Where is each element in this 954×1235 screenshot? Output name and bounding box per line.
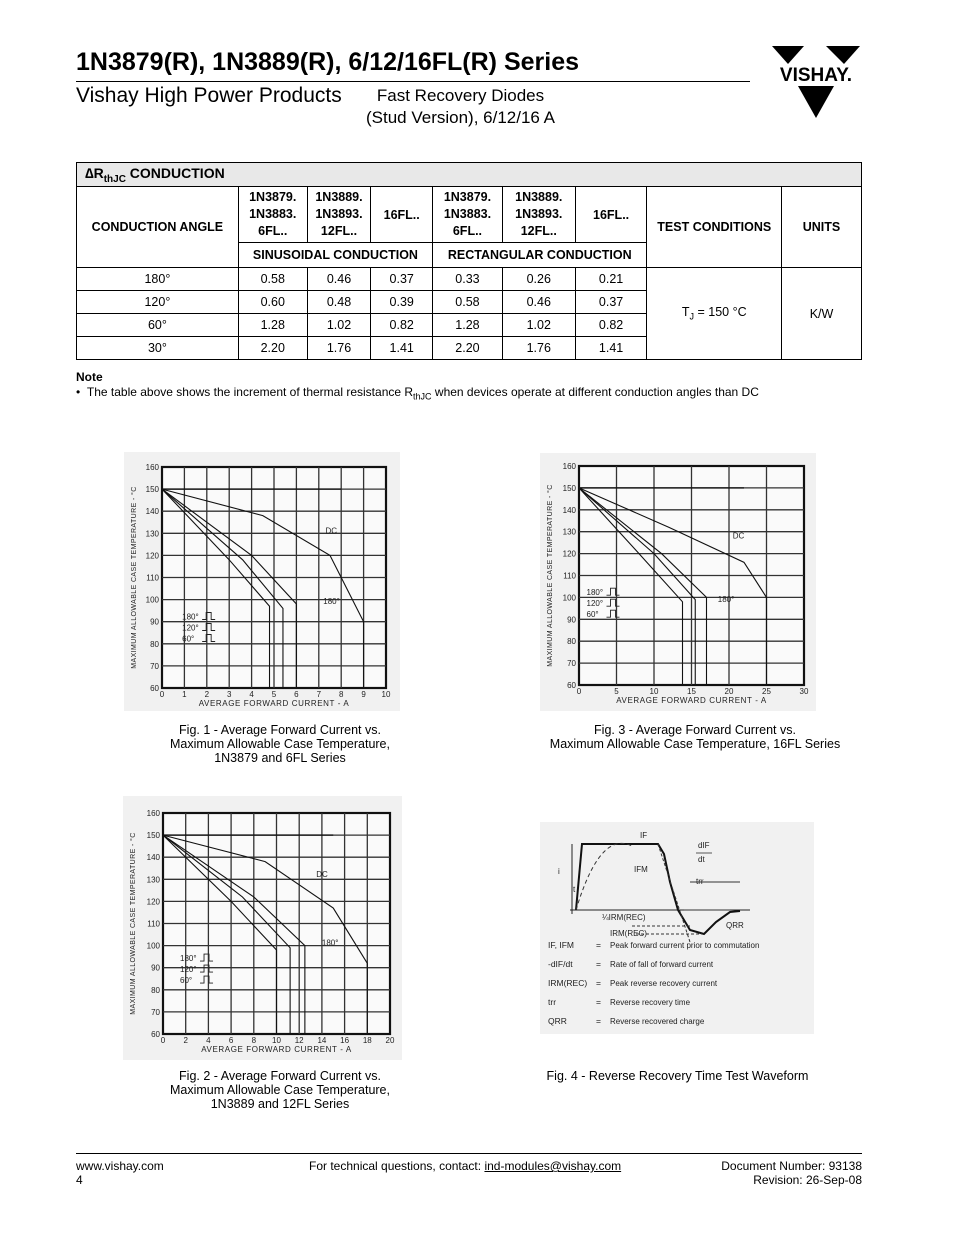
- x-tick-label: 14: [317, 1036, 327, 1045]
- table-heading: $\Delta R_{thJC}$ CONDUCTION: [77, 163, 862, 187]
- x-tick-label: 20: [724, 687, 734, 696]
- x-tick-label: 6: [228, 1036, 234, 1045]
- y-axis-label: MAXIMUM ALLOWABLE CASE TEMPERATURE - °C: [547, 484, 554, 667]
- y-tick-label: 130: [146, 875, 160, 885]
- table-cell: 1.28: [238, 314, 307, 337]
- y-tick-label: 100: [145, 595, 159, 605]
- vishay-logo: [768, 44, 864, 120]
- x-tick-label: 10: [381, 690, 391, 699]
- table-cell: 0.46: [307, 268, 371, 291]
- footer-right: [721, 1159, 862, 1187]
- x-tick-label: 0: [576, 687, 582, 696]
- footer-page-number: 4: [76, 1173, 83, 1187]
- product-line: Vishay High Power Products: [76, 84, 342, 107]
- y-tick-label: 130: [145, 529, 159, 539]
- dc-label: DC: [732, 531, 745, 541]
- y-tick-label: 160: [562, 462, 576, 471]
- legend-symbol: IF, IFM: [548, 940, 574, 950]
- table-cell: 0.48: [307, 291, 371, 314]
- legend-label-a180: 180°: [182, 612, 199, 622]
- table-cell: 0.46: [502, 291, 575, 314]
- legend-equals: =: [596, 978, 601, 988]
- figure-3-chart: [540, 453, 816, 711]
- y-tick-label: 150: [145, 485, 159, 495]
- y-tick-label: 100: [562, 593, 576, 603]
- table-cell: 0.37: [575, 291, 647, 314]
- table-cell: 0.58: [433, 291, 503, 314]
- x-tick-label: 2: [183, 1036, 188, 1045]
- y-tick-label: 130: [562, 527, 576, 537]
- legend-description: Peak forward current prior to commutation: [610, 941, 760, 950]
- x-tick-label: 2: [204, 690, 210, 699]
- y-tick-label: 140: [145, 507, 159, 517]
- x-tick-label: 8: [338, 690, 344, 699]
- x-tick-label: 8: [251, 1036, 257, 1045]
- y-tick-label: 70: [150, 661, 159, 671]
- title-rule: [76, 81, 750, 82]
- x-tick-label: 0: [159, 690, 165, 699]
- table-cell: 1.41: [371, 337, 433, 360]
- y-tick-label: 120: [562, 549, 576, 559]
- note-text: • The table above shows the increment of thermal resistance $R_{thJC}$ when devices operate at different conduction angles than DC: [76, 385, 759, 402]
- legend-description: Peak reverse recovery current: [610, 979, 718, 988]
- x-tick-label: 0: [160, 1036, 166, 1045]
- chart-body: [546, 462, 809, 705]
- y-tick-label: 60: [151, 1030, 160, 1039]
- footer-doc-number: Document Number: 93138: [721, 1159, 862, 1173]
- label-t: t: [573, 885, 576, 894]
- dc-label: DC: [316, 870, 328, 880]
- group-sinusoidal: SINUSOIDAL CONDUCTION: [238, 243, 432, 268]
- y-axis-label: MAXIMUM ALLOWABLE CASE TEMPERATURE - °C: [130, 832, 137, 1015]
- y-tick-label: 160: [146, 809, 160, 818]
- table-cell: 1.76: [502, 337, 575, 360]
- x-tick-label: 15: [687, 687, 696, 696]
- figure-2-chart: [123, 796, 402, 1060]
- table-cell: 0.33: [433, 268, 503, 291]
- y-tick-label: 110: [147, 919, 160, 929]
- y-axis-label: MAXIMUM ALLOWABLE CASE TEMPERATURE - °C: [131, 486, 138, 669]
- table-cell: 1.76: [307, 337, 371, 360]
- table-cell: 0.21: [575, 268, 647, 291]
- label-dif: dIF: [698, 841, 710, 850]
- footer-left: [76, 1159, 164, 1187]
- y-tick-label: 140: [562, 505, 576, 515]
- table-cell: 0.82: [371, 314, 433, 337]
- footer-revision: Revision: 26-Sep-08: [753, 1173, 862, 1187]
- x-tick-label: 10: [272, 1036, 281, 1045]
- y-tick-label: 70: [567, 659, 576, 669]
- y-tick-label: 120: [146, 897, 160, 907]
- y-tick-label: 70: [151, 1007, 160, 1017]
- table-cell: 1.28: [433, 314, 503, 337]
- contact-email-link[interactable]: ind-modules@vishay.com: [484, 1159, 622, 1173]
- label-qrr: QRR: [726, 921, 744, 930]
- x-tick-label: 30: [799, 687, 809, 696]
- x-tick-label: 7: [316, 690, 322, 699]
- label-dt: dt: [698, 855, 705, 864]
- row-angle: 30°: [77, 337, 239, 360]
- x-tick-label: 1: [182, 690, 187, 699]
- legend-label-a120: 120°: [182, 623, 199, 633]
- legend-equals: =: [596, 1016, 601, 1026]
- col-device-5: 1N3889. 1N3893. 12FL..: [502, 187, 575, 243]
- x-tick-label: 10: [649, 687, 659, 696]
- y-tick-label: 80: [151, 985, 160, 995]
- footer-contact: [309, 1159, 621, 1173]
- legend-description: Rate of fall of forward current: [610, 960, 714, 969]
- x-tick-label: 25: [762, 687, 771, 696]
- group-rectangular: RECTANGULAR CONDUCTION: [433, 243, 647, 268]
- x-tick-label: 4: [249, 690, 254, 699]
- x-tick-label: 16: [340, 1036, 350, 1045]
- legend-symbol: IRM(REC): [548, 978, 588, 988]
- x-axis-label: AVERAGE FORWARD CURRENT - A: [201, 1045, 352, 1054]
- table-cell: 1.02: [307, 314, 371, 337]
- y-tick-label: 60: [150, 684, 159, 693]
- table-cell: 0.58: [238, 268, 307, 291]
- y-tick-label: 100: [146, 941, 160, 951]
- table-cell: 0.37: [371, 268, 433, 291]
- chart-body: [130, 463, 391, 708]
- legend-label-a120: 120°: [180, 965, 197, 975]
- y-tick-label: 150: [562, 483, 576, 493]
- y-tick-label: 90: [150, 617, 159, 627]
- waveform-legend: [548, 940, 759, 1026]
- units-value: K/W: [782, 268, 862, 360]
- y-tick-label: 160: [145, 463, 159, 472]
- vishay-logo-mark: [768, 44, 864, 120]
- label-ifm: IFM: [634, 865, 648, 874]
- document-title: 1N3879(R), 1N3889(R), 6/12/16FL(R) Series: [76, 48, 580, 76]
- product-description-line1: Fast Recovery Diodes: [376, 86, 545, 105]
- figure-1-chart: [124, 452, 400, 711]
- x-tick-label: 5: [271, 690, 277, 699]
- col-device-1: 1N3879. 1N3883. 6FL..: [238, 187, 307, 243]
- table-cell: 0.39: [371, 291, 433, 314]
- legend-symbol: trr: [548, 997, 557, 1007]
- y-tick-label: 60: [567, 681, 576, 690]
- chart-body: [129, 809, 395, 1054]
- col-device-2: 1N3889. 1N3893. 12FL..: [307, 187, 371, 243]
- label-180-right: 180°: [321, 938, 339, 948]
- figure-2: [123, 796, 402, 1060]
- y-tick-label: 150: [146, 831, 160, 841]
- y-tick-label: 110: [563, 571, 576, 581]
- footer-contact-label: For technical questions, contact:: [309, 1159, 485, 1173]
- label-irm: IRM(REC): [610, 929, 647, 938]
- figure-4: [540, 822, 814, 1034]
- legend-symbol: -dIF/dt: [548, 959, 573, 969]
- svg-text:VISHAY.: VISHAY.: [779, 65, 853, 86]
- y-tick-label: 90: [567, 615, 576, 625]
- legend-label-a60: 60°: [586, 610, 599, 620]
- table-cell: 1.41: [575, 337, 647, 360]
- footer-website[interactable]: www.vishay.com: [76, 1159, 164, 1173]
- x-tick-label: 4: [206, 1036, 211, 1045]
- legend-description: Reverse recovered charge: [610, 1017, 705, 1026]
- col-device-6: 16FL..: [575, 187, 647, 243]
- label-180-right: 180°: [323, 597, 340, 607]
- product-description: [366, 85, 555, 129]
- label-i: i: [558, 867, 560, 876]
- x-tick-label: 3: [226, 690, 232, 699]
- conduction-table: [76, 162, 862, 360]
- legend-label-a60: 60°: [180, 976, 193, 986]
- x-tick-label: 5: [614, 687, 619, 696]
- y-tick-label: 110: [146, 573, 159, 583]
- table-cell: 0.82: [575, 314, 647, 337]
- figure-1-caption: Fig. 1 - Average Forward Current vs. Maximum Allowable Case Temperature, 1N3879 and 6FL Series: [169, 723, 390, 765]
- table-cell: 2.20: [238, 337, 307, 360]
- table-row: [77, 268, 862, 291]
- table-cell: 0.60: [238, 291, 307, 314]
- col-test-conditions: TEST CONDITIONS: [647, 187, 782, 268]
- legend-label-a120: 120°: [586, 599, 604, 609]
- table-cell: 2.20: [433, 337, 503, 360]
- label-irm-quarter: ¼IRM(REC): [602, 913, 646, 922]
- x-tick-label: 18: [362, 1036, 372, 1045]
- y-tick-label: 80: [150, 639, 159, 649]
- legend-label-a180: 180°: [586, 588, 604, 598]
- col-units: UNITS: [782, 187, 862, 268]
- figure-3-caption: Fig. 3 - Average Forward Current vs. Maximum Allowable Case Temperature, 16FL Series: [549, 723, 841, 751]
- x-tick-label: 9: [361, 690, 366, 699]
- col-conduction-angle: CONDUCTION ANGLE: [77, 187, 239, 268]
- product-description-line2: (Stud Version), 6/12/16 A: [366, 108, 556, 127]
- legend-symbol: QRR: [548, 1016, 567, 1026]
- label-if: IF: [640, 831, 648, 840]
- y-tick-label: 140: [146, 853, 160, 863]
- legend-equals: =: [596, 959, 601, 969]
- x-tick-label: 6: [294, 690, 299, 699]
- figure-4-caption: Fig. 4 - Reverse Recovery Time Test Waveform: [546, 1069, 809, 1083]
- legend-equals: =: [596, 997, 601, 1007]
- row-angle: 120°: [77, 291, 239, 314]
- y-tick-label: 90: [151, 963, 160, 973]
- row-angle: 60°: [77, 314, 239, 337]
- dc-label: DC: [325, 526, 338, 536]
- x-tick-label: 20: [385, 1036, 395, 1045]
- figure-1: [124, 452, 400, 711]
- label-trr: trr: [696, 877, 704, 886]
- x-axis-label: AVERAGE FORWARD CURRENT - A: [616, 696, 767, 705]
- footer-rule: [76, 1153, 862, 1154]
- table-cell: 0.26: [502, 268, 575, 291]
- table-cell: 1.02: [502, 314, 575, 337]
- figure-2-caption: Fig. 2 - Average Forward Current vs. Maximum Allowable Case Temperature, 1N3889 and 12FL Series: [169, 1069, 390, 1111]
- x-axis-label: AVERAGE FORWARD CURRENT - A: [198, 699, 350, 708]
- y-tick-label: 120: [145, 551, 159, 561]
- x-tick-label: 12: [294, 1036, 304, 1045]
- y-tick-label: 80: [567, 637, 576, 647]
- label-180-right: 180°: [717, 594, 735, 604]
- note-heading: Note: [76, 370, 103, 384]
- col-device-4: 1N3879. 1N3883. 6FL..: [433, 187, 503, 243]
- row-angle: 180°: [77, 268, 239, 291]
- legend-description: Reverse recovery time: [610, 998, 691, 1007]
- legend-label-a180: 180°: [180, 954, 197, 964]
- legend-label-a60: 60°: [182, 634, 195, 644]
- legend-equals: =: [596, 940, 601, 950]
- test-condition-value: $T_J = 150$ °C: [647, 268, 782, 360]
- waveform-diagram: [540, 822, 814, 1034]
- figure-3: [540, 453, 816, 711]
- col-device-3: 16FL..: [371, 187, 433, 243]
